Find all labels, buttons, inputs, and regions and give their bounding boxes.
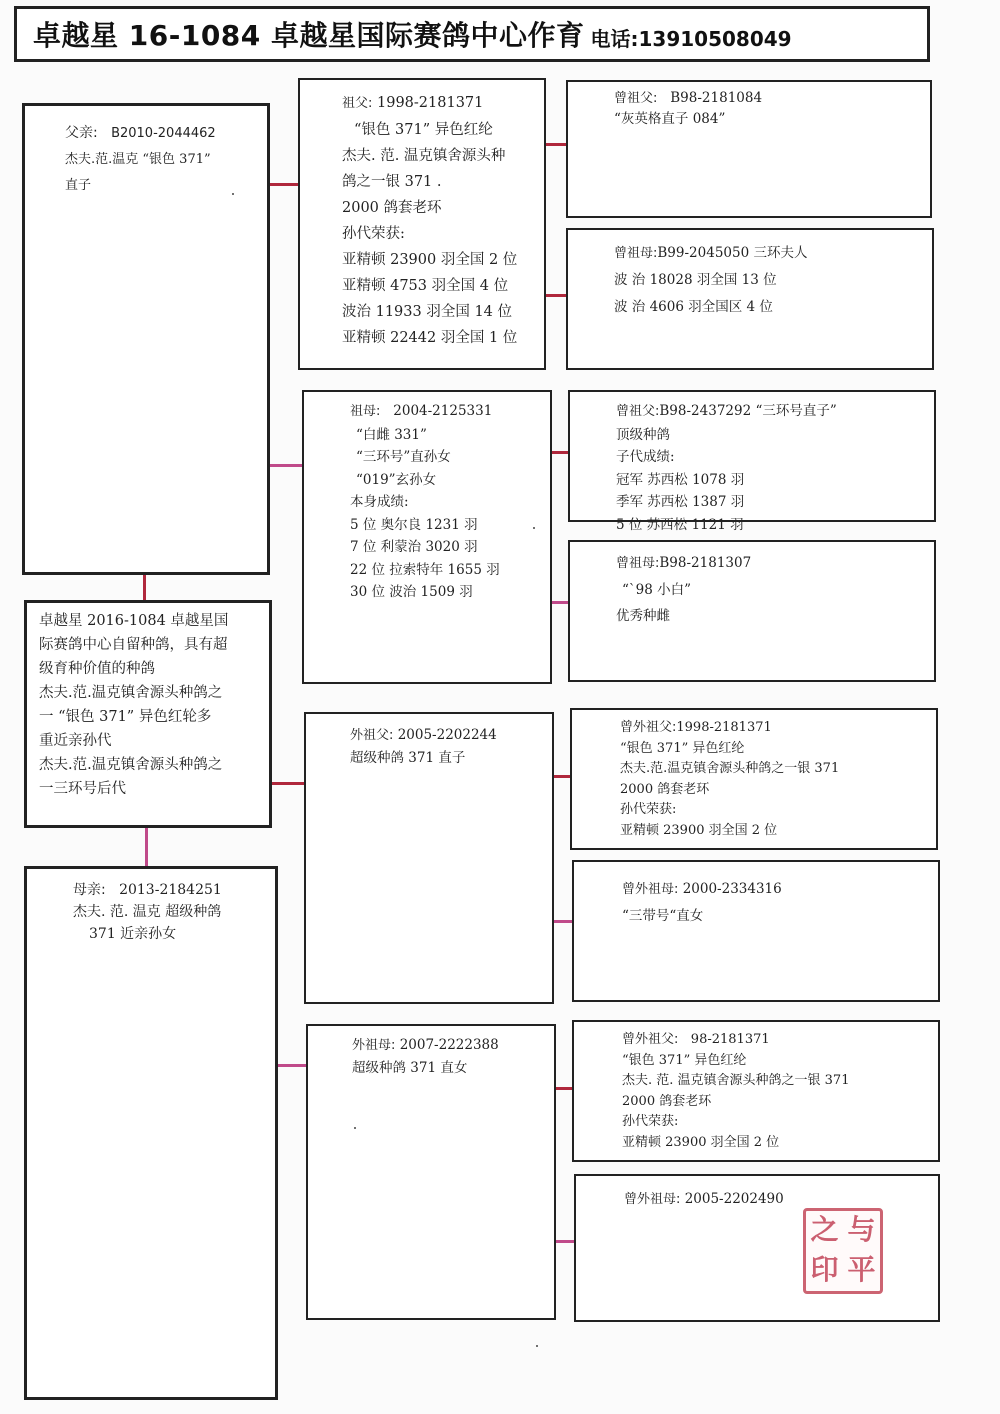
connector-pgf-ggf1	[546, 143, 566, 146]
connector-father-pgf	[270, 183, 298, 186]
great-grandmother-box-2	[568, 540, 936, 682]
page-title: 卓越星 16-1084 卓越星国际赛鸽中心作育	[33, 19, 585, 52]
mother-line-2: 371 近亲孙女	[89, 926, 177, 942]
ggf1-line: “灰英格直子 084”	[614, 111, 726, 127]
phone-number: 电话:13910508049	[590, 26, 792, 51]
connector-father-subject	[143, 575, 146, 600]
mother-label: 母亲:	[73, 882, 106, 898]
connector-subject-mgf	[272, 782, 304, 785]
pgm-label: 祖母:	[350, 404, 381, 419]
ggm1-ring: B99-2045050 三环夫人	[657, 245, 808, 261]
ggm1-line: 波 治 18028 羽全国 13 位	[614, 272, 777, 288]
pgm-line: “白雌 331”	[356, 426, 427, 443]
seal-char: 平	[847, 1253, 876, 1286]
subject-line: 一 “银色 371” 异色红轮多	[39, 709, 212, 725]
ggm2-label: 曾祖母:	[616, 556, 660, 571]
father-box	[22, 103, 270, 575]
pgf-line: 杰夫. 范. 温克镇舍源头种	[342, 148, 506, 164]
subject-line: 卓越星 2016-1084 卓越星国	[39, 613, 229, 629]
great-grandfather-box-4	[572, 1020, 940, 1162]
father-ring: B2010-2044462	[111, 126, 216, 141]
maternal-grandfather-box	[304, 712, 554, 1004]
pgm-line: 本身成绩:	[350, 494, 409, 510]
mgm-ring: 2007-2222388	[399, 1037, 499, 1053]
subject-line: 杰夫.范.温克镇舍源头种鸽之	[39, 685, 223, 701]
ggf2-line: 顶级种鸽	[616, 426, 670, 443]
ggm4-ring: 2005-2202490	[684, 1191, 784, 1207]
ggf3-line: 2000 鸽套老环	[620, 781, 710, 797]
father-line-1: 杰夫.范.温克 “银色 371”	[65, 152, 211, 167]
ggf2-line: 季军 苏西松 1387 羽	[616, 494, 745, 510]
ggf3-label: 曾外祖父:	[620, 720, 677, 735]
maternal-grandmother-box	[306, 1024, 556, 1320]
pgf-ring: 1998-2181371	[377, 95, 484, 111]
pgf-line: “银色 371” 异色红纶	[354, 122, 493, 138]
ggm2-ring: B98-2181307	[659, 555, 752, 571]
seal-char: 之	[810, 1213, 839, 1246]
subject-line: 重近亲孙代	[39, 733, 112, 749]
ggf2-line: 冠军 苏西松 1078 羽	[616, 471, 745, 488]
ggf4-label: 曾外祖父:	[622, 1032, 679, 1047]
ggf4-ring: 98-2181371	[690, 1032, 770, 1047]
pgm-line: 5 位 奥尔良 1231 羽	[350, 516, 478, 533]
subject-line: 杰夫.范.温克镇舍源头种鸽之	[39, 757, 223, 773]
ggm1-line: 波 治 4606 羽全国区 4 位	[614, 299, 773, 315]
seal-char: 与	[847, 1213, 876, 1246]
mgf-ring: 2005-2202244	[397, 727, 497, 743]
ggf2-ring: B98-2437292 “三环号直子”	[659, 403, 837, 419]
pgf-line: 波治 11933 羽全国 14 位	[342, 304, 513, 320]
connector-pgm-ggf2	[552, 451, 568, 454]
pgf-line: 亚精顿 23900 羽全国 2 位	[342, 252, 518, 268]
ggm1-label: 曾祖母:	[614, 246, 658, 261]
ggm4-label: 曾外祖母:	[624, 1192, 681, 1207]
paternal-grandfather-box	[298, 78, 546, 370]
ggf3-line: 孙代荣获:	[620, 802, 677, 817]
connector-pgm-ggm2	[552, 601, 568, 604]
ggf3-line: 亚精顿 23900 羽全国 2 位	[620, 822, 778, 838]
pgf-line: 2000 鸽套老环	[342, 200, 442, 216]
connector-pgf-ggm1	[546, 294, 566, 297]
pgm-line: “三环号”直孙女	[356, 449, 451, 465]
pgm-line: 30 位 波治 1509 羽	[350, 584, 473, 600]
great-grandmother-box-1	[566, 228, 934, 370]
ggm2-line: “`98 小白”	[622, 582, 692, 598]
great-grandmother-box-4	[574, 1174, 940, 1322]
ggf1-label: 曾祖父:	[614, 91, 658, 106]
ggf3-ring: 1998-2181371	[676, 720, 772, 735]
mother-ring: 2013-2184251	[119, 882, 222, 898]
ggf2-line: 5 位 苏西松 1121 羽	[616, 516, 744, 533]
ggf4-line: “银色 371” 异色红纶	[622, 1052, 747, 1068]
great-grandfather-box-2	[568, 390, 936, 533]
connector-subject-mother	[145, 828, 148, 866]
ggm2-line: 优秀种雌	[616, 608, 670, 624]
great-grandfather-box-3	[570, 708, 938, 850]
ggf2-label: 曾祖父:	[616, 404, 660, 419]
connector-mgm-ggf4	[556, 1087, 572, 1090]
ggf4-line: 2000 鸽套老环	[622, 1093, 712, 1109]
father-line-2: 直子	[65, 178, 92, 193]
pgf-line: 亚精顿 4753 羽全国 4 位	[342, 278, 509, 294]
mgm-line: 超级种鸽 371 直女	[352, 1060, 468, 1076]
mother-line-1: 杰夫. 范. 温克 超级种鸽	[73, 904, 222, 920]
ggf4-line: 亚精顿 23900 羽全国 2 位	[622, 1134, 780, 1150]
connector-mgm-ggm4	[556, 1240, 574, 1243]
pgf-label: 祖父:	[342, 96, 373, 111]
ggf3-line: 杰夫.范.温克镇舍源头种鸽之一银 371	[620, 761, 840, 776]
pgm-line: “019”玄孙女	[356, 471, 437, 488]
mother-box	[24, 866, 278, 1400]
connector-mgf-ggm3	[554, 920, 572, 923]
red-seal-stamp	[803, 1208, 883, 1294]
ggf4-line: 杰夫. 范. 温克镇舍源头种鸽之一银 371	[622, 1073, 850, 1088]
seal-char: 印	[810, 1253, 839, 1286]
pgf-line: 孙代荣获:	[342, 226, 405, 242]
scan-speck	[533, 527, 535, 529]
ggf1-ring: B98-2181084	[670, 90, 763, 106]
mgf-line: 超级种鸽 371 直子	[350, 750, 466, 766]
ggm3-line: “三带号“直女	[622, 908, 704, 924]
pgf-line: 鸽之一银 371 .	[342, 174, 442, 190]
pgm-line: 22 位 拉索特年 1655 羽	[350, 561, 500, 578]
mgm-label: 外祖母:	[352, 1038, 396, 1053]
scan-speck	[536, 1345, 538, 1347]
ggm3-label: 曾外祖母:	[622, 882, 679, 897]
pgm-line: 7 位 利蒙治 3020 羽	[350, 539, 478, 555]
ggf2-line: 子代成绩:	[616, 449, 675, 465]
ggf4-line: 孙代荣获:	[622, 1114, 679, 1129]
subject-line: 际赛鸽中心自留种鸽，具有超	[39, 637, 228, 653]
pgf-line: 亚精顿 22442 羽全国 1 位	[342, 330, 518, 346]
connector-mgf-ggf3	[554, 775, 570, 778]
page-header	[14, 6, 930, 62]
scan-speck	[354, 1127, 356, 1129]
ggm3-ring: 2000-2334316	[682, 881, 782, 897]
connector-mother-mgm	[278, 1064, 306, 1067]
pgm-ring: 2004-2125331	[393, 403, 493, 419]
subject-box	[24, 600, 272, 828]
great-grandfather-box-1	[566, 80, 932, 218]
father-label: 父亲:	[65, 125, 98, 141]
subject-line: 级育种价值的种鸽	[39, 661, 155, 677]
mgf-label: 外祖父:	[350, 728, 394, 743]
scan-speck	[232, 193, 234, 195]
ggf3-line: “银色 371” 异色红纶	[620, 740, 745, 756]
subject-line: 一三环号后代	[39, 781, 126, 797]
connector-father-pgm	[270, 464, 302, 467]
paternal-grandmother-box	[302, 390, 552, 684]
great-grandmother-box-3	[572, 860, 940, 1002]
